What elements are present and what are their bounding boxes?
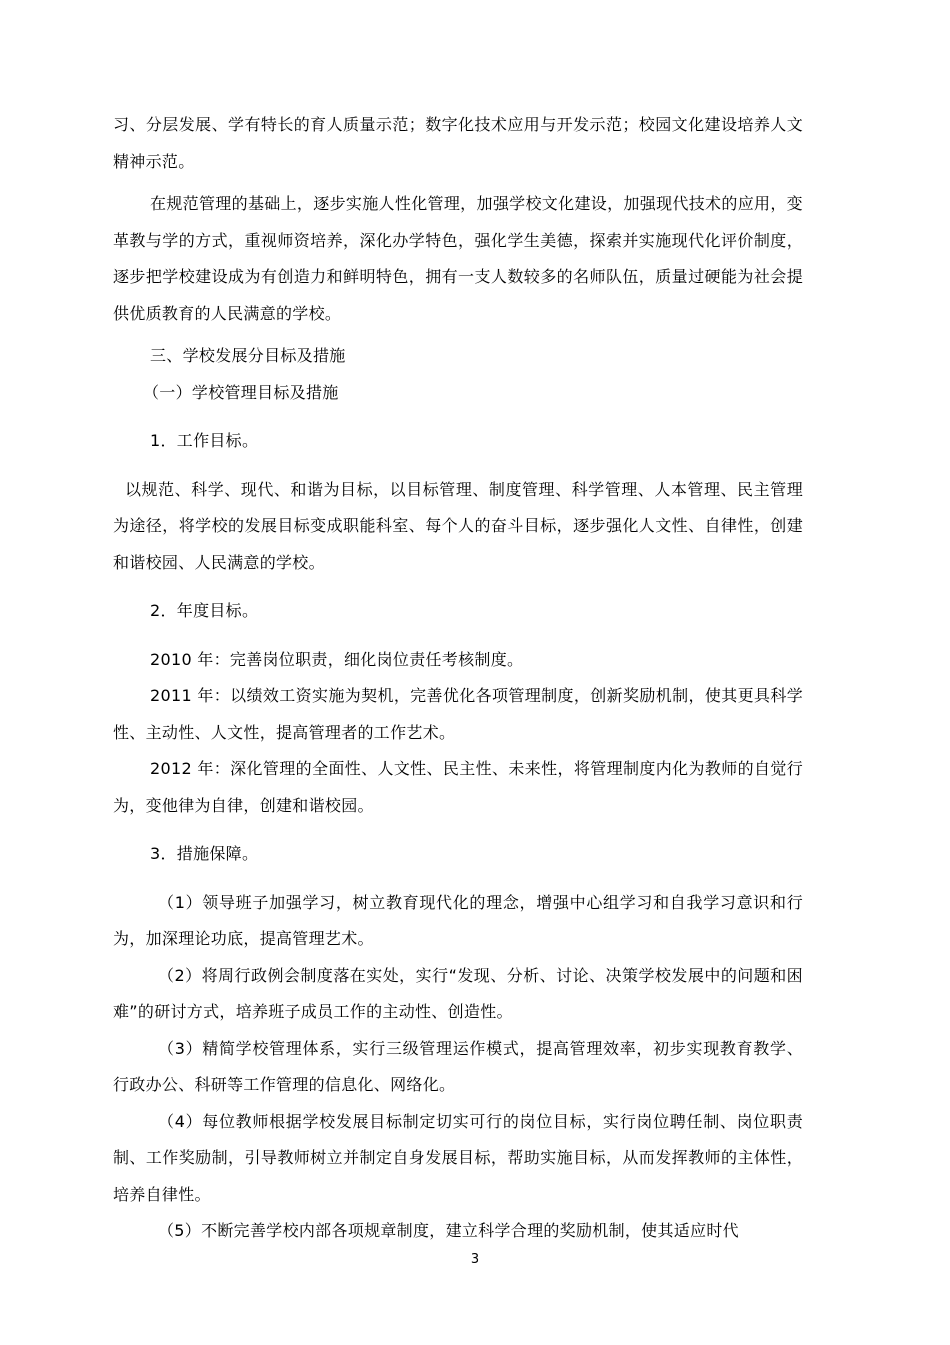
item-heading-measures: 3．措施保障。 [150, 844, 259, 863]
section-heading-goals-measures: 三、学校发展分目标及措施 [150, 346, 346, 365]
paragraph-continuation: 习、分层发展、学有特长的育人质量示范；数字化技术应用与开发示范；校园文化建设培养人文精神示范。 [113, 115, 803, 171]
paragraph-work-goal: 以规范、科学、现代、和谐为目标，以目标管理、制度管理、科学管理、人本管理、民主管理为途径，将学校的发展目标变成职能科室、每个人的奋斗目标，逐步强化人文性、自律性，创建和谐校园、人民满意的学校。 [113, 479, 803, 572]
measure-5: （5）不断完善学校内部各项规章制度，建立科学合理的奖励机制，使其适应时代 [158, 1221, 739, 1240]
measure-2: （2）将周行政例会制度落在实处，实行“发现、分析、讨论、决策学校发展中的问题和困难”的研讨方式，培养班子成员工作的主动性、创造性。 [113, 965, 803, 1021]
annual-goal-2012: 2012 年：深化管理的全面性、人文性、民主性、未来性，将管理制度内化为教师的自觉行为，变他律为自律，创建和谐校园。 [113, 759, 803, 815]
paragraph-management-vision: 在规范管理的基础上，逐步实施人性化管理，加强学校文化建设，加强现代技术的应用，变革教与学的方式，重视师资培养，深化办学特色，强化学生美德，探索并实施现代化评价制度，逐步把学校建设成为有创造力和鲜明特色，拥有一支人数较多的名师队伍，质量过硬能为社会提供优质教育的人民满意的学校。 [113, 194, 803, 323]
measure-4: （4）每位教师根据学校发展目标制定切实可行的岗位目标，实行岗位聘任制、岗位职责制、工作奖励制，引导教师树立并制定自身发展目标，帮助实施目标，从而发挥教师的主体性，培养自律性。 [113, 1111, 803, 1204]
annual-goal-2010: 2010 年：完善岗位职责，细化岗位责任考核制度。 [150, 649, 524, 669]
measure-1: （1）领导班子加强学习，树立教育现代化的理念，增强中心组学习和自我学习意识和行为，加深理论功底，提高管理艺术。 [113, 892, 803, 948]
item-heading-annual-goal: 2．年度目标。 [150, 601, 259, 620]
page-number: 3 [470, 1252, 480, 1267]
item-heading-work-goal: 1．工作目标。 [150, 431, 259, 450]
annual-goal-2011: 2011 年：以绩效工资实施为契机，完善优化各项管理制度，创新奖励机制，使其更具科学性、主动性、人文性，提高管理者的工作艺术。 [113, 686, 803, 742]
subsection-heading-management: （一）学校管理目标及措施 [143, 382, 339, 402]
page-body [113, 107, 803, 1250]
measure-3: （3）精简学校管理体系，实行三级管理运作模式，提高管理效率，初步实现教育教学、行政办公、科研等工作管理的信息化、网络化。 [113, 1038, 803, 1094]
